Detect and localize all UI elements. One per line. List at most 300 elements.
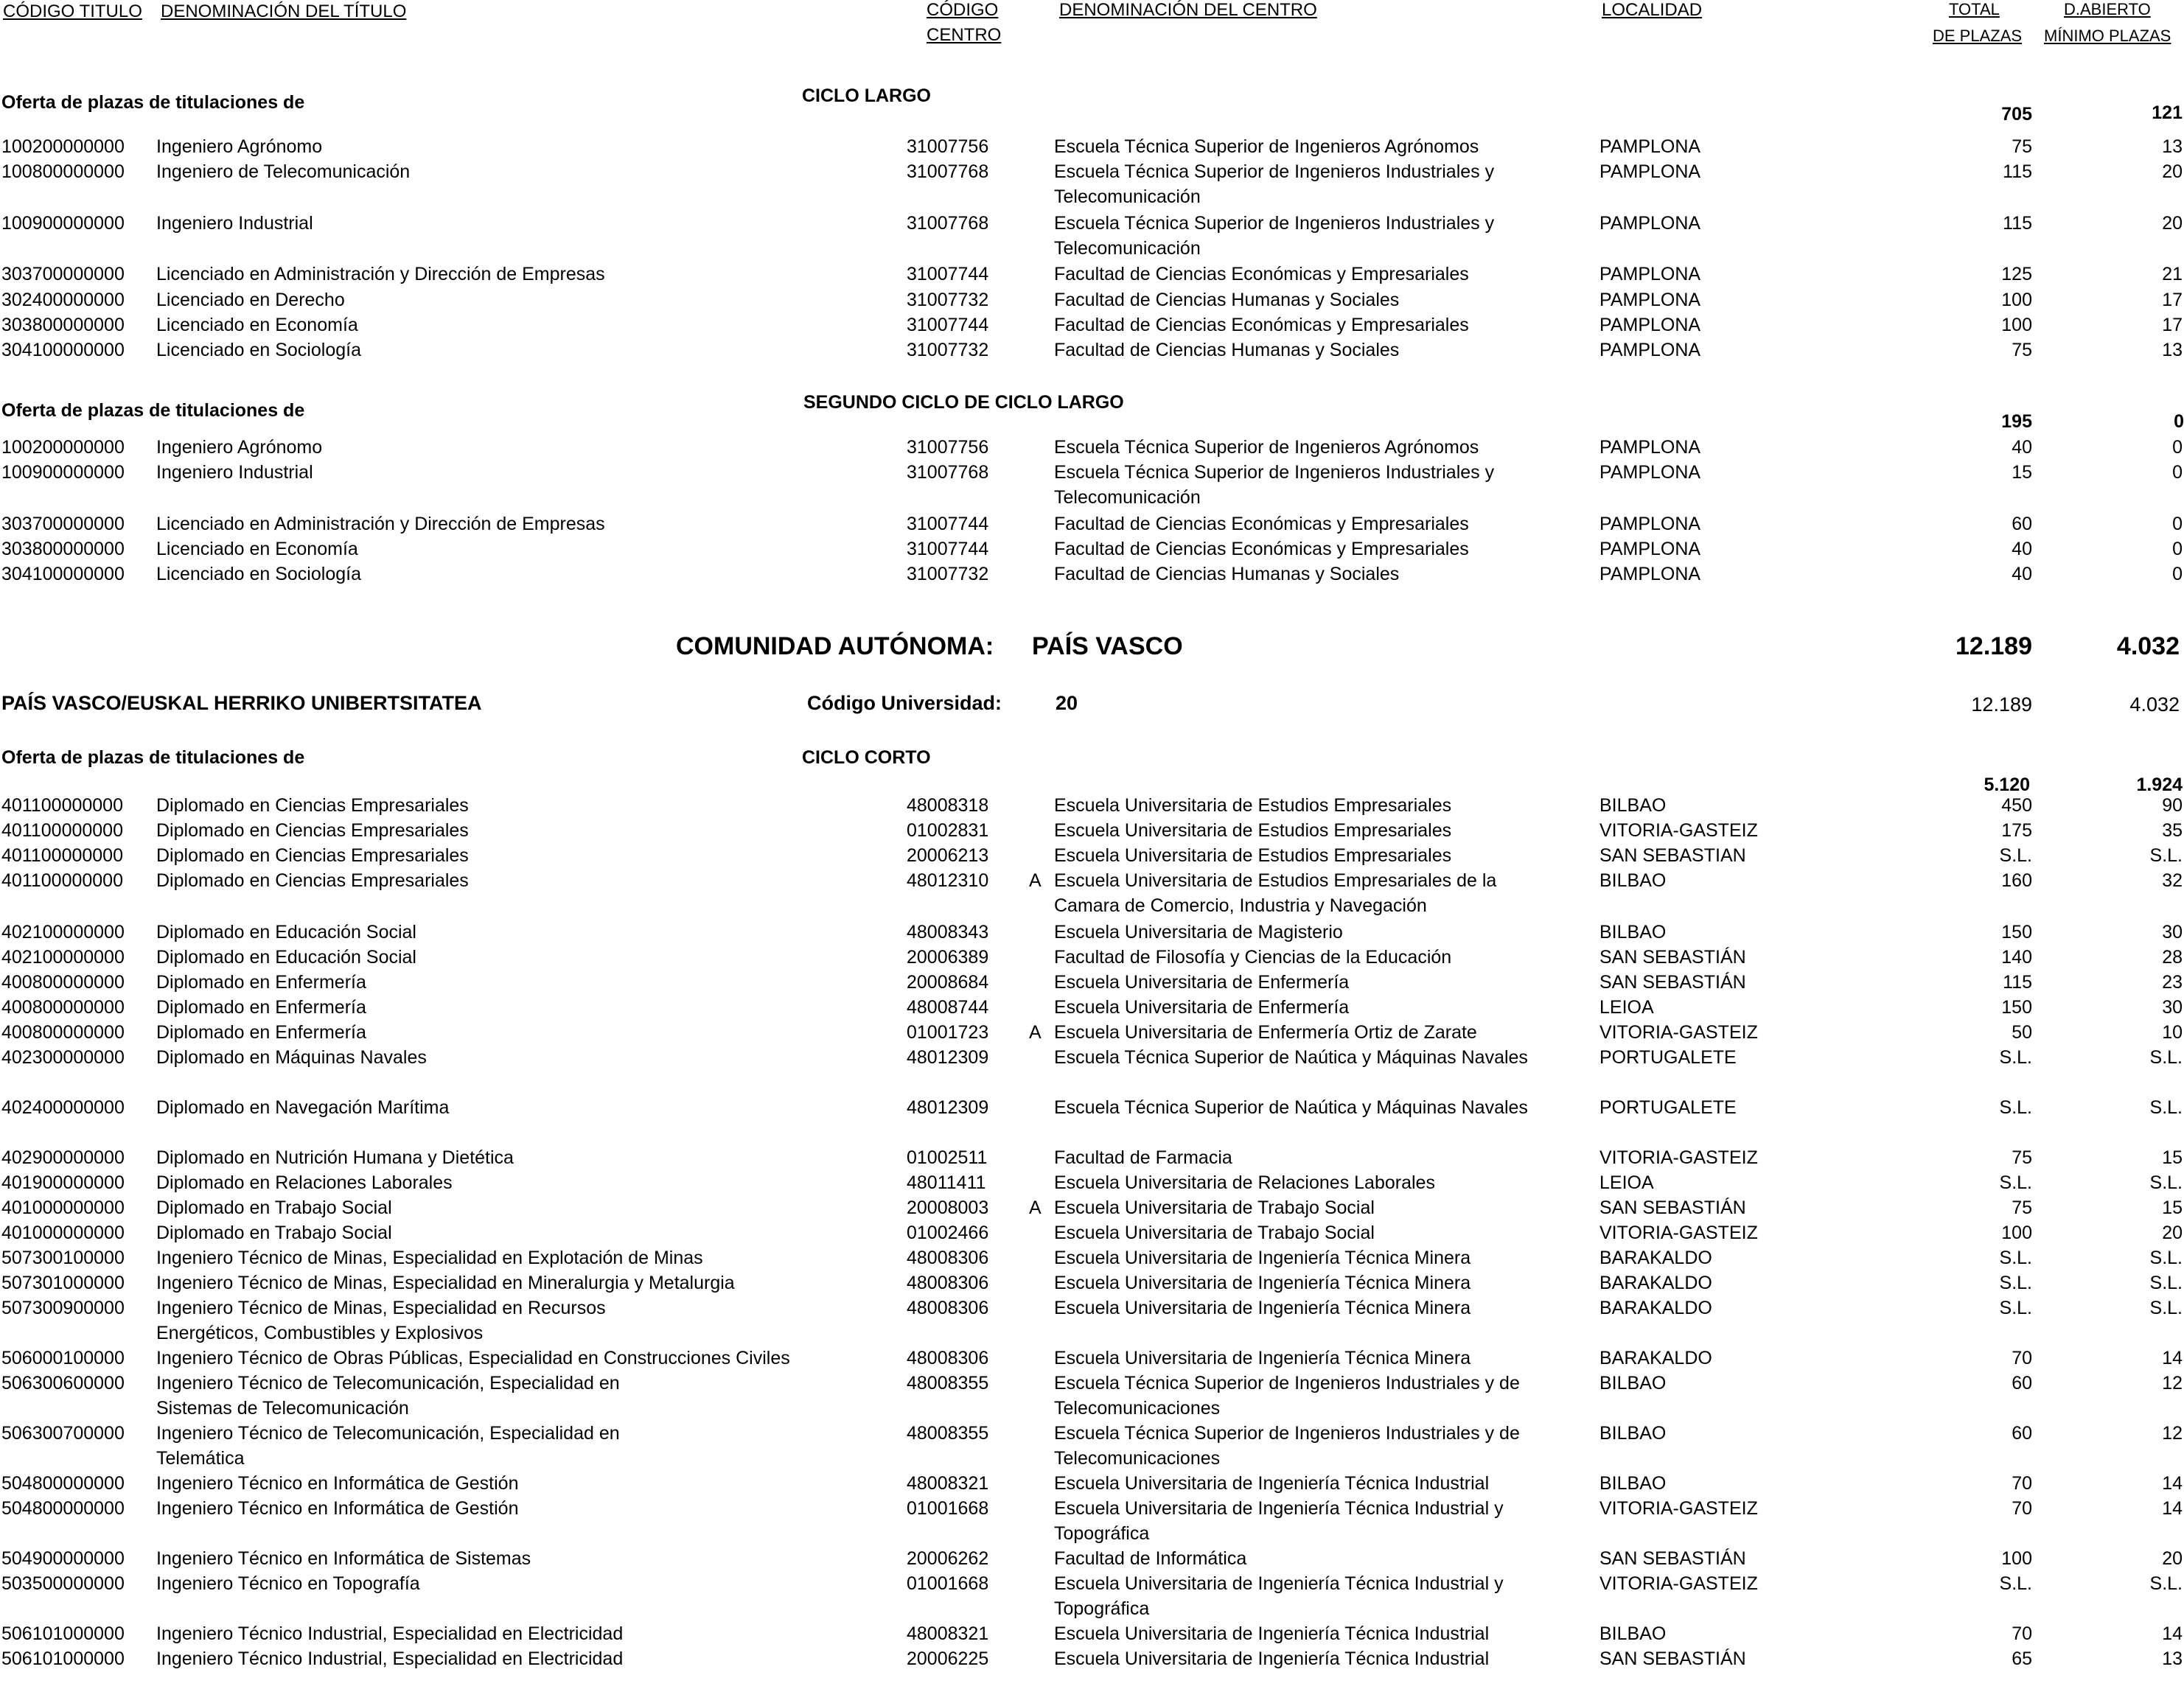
row-center-code: 48008321: [907, 1623, 989, 1644]
row-minimo: 14: [2162, 1473, 2183, 1494]
row-code: 401100000000: [1, 845, 123, 866]
row-title: Ingeniero de Telecomunicación: [156, 161, 411, 182]
row-minimo: 12: [2162, 1423, 2183, 1444]
row-center-code: 31007732: [907, 290, 989, 310]
row-minimo: 0: [2172, 437, 2183, 458]
row-locality: VITORIA-GASTEIZ: [1599, 1022, 1758, 1043]
row-code: 402900000000: [1, 1147, 125, 1168]
row-minimo: 0: [2172, 462, 2183, 483]
row-code: 100800000000: [1, 161, 125, 182]
header-denominacion-titulo: DENOMINACIÓN DEL TÍTULO: [161, 1, 407, 21]
row-minimo: S.L.: [2149, 1248, 2183, 1268]
row-total: 70: [2012, 1498, 2032, 1519]
row-total: 40: [2012, 539, 2032, 559]
row-title: Ingeniero Técnico en Informática de Sistemas: [156, 1548, 531, 1569]
row-total: 75: [2012, 136, 2032, 157]
row-code: 506300600000: [1, 1373, 125, 1393]
row-minimo: S.L.: [2149, 1273, 2183, 1293]
row-center-name: Escuela Técnica Superior de Ingenieros Industriales y: [1054, 161, 1495, 182]
row-title: Licenciado en Economía: [156, 539, 358, 559]
section-minimo: 0: [2174, 411, 2184, 432]
row-total: S.L.: [1999, 1273, 2032, 1293]
row-minimo: 20: [2162, 1223, 2183, 1243]
row-code: 507300900000: [1, 1298, 125, 1318]
row-locality: PORTUGALETE: [1599, 1047, 1737, 1068]
row-title: Ingeniero Técnico en Informática de Gestión: [156, 1473, 519, 1494]
row-center-name: Telecomunicación: [1054, 238, 1201, 259]
row-center-name: Telecomunicaciones: [1054, 1448, 1221, 1469]
row-locality: BILBAO: [1599, 870, 1667, 891]
row-center-name: Escuela Técnica Superior de Naútica y Máquinas Navales: [1054, 1097, 1528, 1118]
row-center-code: 01001668: [907, 1498, 989, 1519]
row-title: Licenciado en Economía: [156, 315, 358, 335]
row-total: 140: [2001, 947, 2032, 968]
row-total: 150: [2001, 997, 2032, 1018]
row-minimo: 30: [2162, 922, 2183, 943]
row-title: Ingeniero Técnico Industrial, Especialidad en Electricidad: [156, 1648, 624, 1669]
row-center-code: 48012310: [907, 870, 989, 891]
row-center-name: Escuela Universitaria de Ingeniería Técnica Minera: [1054, 1273, 1471, 1293]
row-minimo: 15: [2162, 1147, 2183, 1168]
row-code: 402300000000: [1, 1047, 125, 1068]
row-code: 401000000000: [1, 1223, 125, 1243]
row-locality: PAMPLONA: [1599, 437, 1701, 458]
row-title: Ingeniero Industrial: [156, 462, 313, 483]
row-center-code: 48008306: [907, 1248, 989, 1268]
row-center-name: Camara de Comercio, Industria y Navegación: [1054, 895, 1427, 916]
row-title: Diplomado en Educación Social: [156, 922, 416, 943]
row-total: S.L.: [1999, 1573, 2032, 1594]
row-minimo: 20: [2162, 161, 2183, 182]
row-center-name: Escuela Universitaria de Estudios Empresariales: [1054, 845, 1452, 866]
row-code: 304100000000: [1, 564, 125, 584]
row-center-code: 31007744: [907, 539, 989, 559]
row-title: Ingeniero Industrial: [156, 213, 313, 234]
row-locality: BARAKALDO: [1599, 1298, 1712, 1318]
row-title: Ingeniero Técnico de Minas, Especialidad en Mineralurgia y Metalurgia: [156, 1273, 735, 1293]
row-minimo: S.L.: [2149, 1097, 2183, 1118]
row-center-name: Escuela Técnica Superior de Ingenieros Agrónomos: [1054, 136, 1479, 157]
row-center-name: Telecomunicaciones: [1054, 1398, 1221, 1419]
row-center-code: 20006225: [907, 1648, 989, 1669]
row-locality: PAMPLONA: [1599, 539, 1701, 559]
row-total: S.L.: [1999, 1172, 2032, 1193]
row-code: 504800000000: [1, 1498, 125, 1519]
row-center-code: 31007756: [907, 136, 989, 157]
row-center-name: Escuela Técnica Superior de Ingenieros Industriales y: [1054, 213, 1495, 234]
row-code: 402100000000: [1, 947, 125, 968]
row-flag: A: [1029, 1022, 1042, 1043]
header-d-abierto: D.ABIERTO: [2064, 0, 2151, 18]
row-minimo: S.L.: [2149, 1298, 2183, 1318]
row-locality: PORTUGALETE: [1599, 1097, 1737, 1118]
row-code: 506101000000: [1, 1623, 125, 1644]
row-total: S.L.: [1999, 1248, 2032, 1268]
university-code: 20: [1056, 692, 1078, 714]
row-center-code: 48008306: [907, 1298, 989, 1318]
row-locality: BILBAO: [1599, 1373, 1667, 1393]
row-locality: LEIOA: [1599, 997, 1654, 1018]
section-label: Oferta de plazas de titulaciones de: [1, 747, 305, 768]
row-total: 70: [2012, 1473, 2032, 1494]
header-localidad: LOCALIDAD: [1602, 0, 1703, 20]
row-title: Licenciado en Administración y Dirección de Empresas: [156, 514, 605, 534]
row-code: 400800000000: [1, 1022, 125, 1043]
row-total: 60: [2012, 1373, 2032, 1393]
row-minimo: 35: [2162, 820, 2183, 841]
row-code: 100900000000: [1, 462, 125, 483]
row-minimo: 20: [2162, 1548, 2183, 1569]
row-minimo: 0: [2172, 564, 2183, 584]
row-center-name: Escuela Universitaria de Enfermería Ortiz de Zarate: [1054, 1022, 1477, 1043]
row-title: Telemática: [156, 1448, 245, 1469]
row-code: 401100000000: [1, 820, 123, 841]
row-center-code: 01002466: [907, 1223, 989, 1243]
row-title: Ingeniero Técnico de Minas, Especialidad en Explotación de Minas: [156, 1248, 703, 1268]
row-title: Diplomado en Nutrición Humana y Dietética: [156, 1147, 514, 1168]
row-total: 75: [2012, 340, 2032, 360]
row-locality: BARAKALDO: [1599, 1248, 1712, 1268]
row-center-name: Telecomunicación: [1054, 487, 1201, 508]
row-center-code: 48008355: [907, 1373, 989, 1393]
row-title: Diplomado en Ciencias Empresariales: [156, 845, 469, 866]
row-code: 401100000000: [1, 795, 123, 816]
row-code: 401000000000: [1, 1197, 125, 1218]
section-total: 705: [2001, 104, 2032, 125]
row-center-name: Facultad de Ciencias Económicas y Empresariales: [1054, 514, 1469, 534]
section-cycle: SEGUNDO CICLO DE CICLO LARGO: [803, 392, 1124, 413]
row-locality: BARAKALDO: [1599, 1348, 1712, 1368]
row-total: 100: [2001, 315, 2032, 335]
row-center-code: 48008306: [907, 1273, 989, 1293]
row-minimo: 28: [2162, 947, 2183, 968]
row-center-name: Escuela Universitaria de Ingeniería Técnica Industrial: [1054, 1648, 1490, 1669]
row-code: 506101000000: [1, 1648, 125, 1669]
row-title: Diplomado en Educación Social: [156, 947, 416, 968]
row-locality: PAMPLONA: [1599, 514, 1701, 534]
community-total: 12.189: [1956, 632, 2032, 660]
row-minimo: 23: [2162, 972, 2183, 993]
row-title: Diplomado en Enfermería: [156, 972, 366, 993]
row-locality: BARAKALDO: [1599, 1273, 1712, 1293]
header-d-abierto-line2: MÍNIMO PLAZAS: [2044, 27, 2171, 45]
community-name: PAÍS VASCO: [1032, 632, 1183, 660]
row-total: 60: [2012, 1423, 2032, 1444]
row-center-code: 48012309: [907, 1097, 989, 1118]
row-total: 150: [2001, 922, 2032, 943]
row-locality: SAN SEBASTIÁN: [1599, 947, 1746, 968]
row-minimo: 32: [2162, 870, 2183, 891]
row-minimo: 90: [2162, 795, 2183, 816]
row-center-code: 31007732: [907, 564, 989, 584]
row-locality: PAMPLONA: [1599, 290, 1701, 310]
row-center-name: Escuela Universitaria de Enfermería: [1054, 972, 1350, 993]
row-center-name: Facultad de Informática: [1054, 1548, 1247, 1569]
row-center-name: Escuela Universitaria de Trabajo Social: [1054, 1223, 1375, 1243]
row-total: S.L.: [1999, 845, 2032, 866]
row-title: Licenciado en Administración y Dirección de Empresas: [156, 264, 605, 284]
row-locality: PAMPLONA: [1599, 213, 1701, 234]
row-total: S.L.: [1999, 1298, 2032, 1318]
header-total: TOTAL: [1949, 0, 2000, 18]
row-code: 506300700000: [1, 1423, 125, 1444]
row-title: Diplomado en Relaciones Laborales: [156, 1172, 453, 1193]
row-minimo: 30: [2162, 997, 2183, 1018]
row-minimo: 0: [2172, 539, 2183, 559]
row-center-code: 01001668: [907, 1573, 989, 1594]
row-code: 400800000000: [1, 972, 125, 993]
university-total: 12.189: [1971, 693, 2032, 716]
row-total: S.L.: [1999, 1047, 2032, 1068]
row-minimo: 14: [2162, 1623, 2183, 1644]
row-center-code: 31007768: [907, 462, 989, 483]
row-center-code: 31007768: [907, 213, 989, 234]
row-center-code: 31007768: [907, 161, 989, 182]
row-center-name: Escuela Técnica Superior de Ingenieros Industriales y: [1054, 462, 1495, 483]
row-code: 504800000000: [1, 1473, 125, 1494]
row-center-code: 48008306: [907, 1348, 989, 1368]
row-center-code: 48008744: [907, 997, 989, 1018]
row-total: 70: [2012, 1348, 2032, 1368]
row-title: Diplomado en Ciencias Empresariales: [156, 870, 469, 891]
row-center-name: Escuela Universitaria de Ingeniería Técnica Industrial y: [1054, 1573, 1504, 1594]
row-locality: PAMPLONA: [1599, 136, 1701, 157]
row-total: 15: [2012, 462, 2032, 483]
row-code: 303800000000: [1, 539, 125, 559]
row-minimo: 21: [2162, 264, 2183, 284]
row-minimo: S.L.: [2149, 1573, 2183, 1594]
row-minimo: 17: [2162, 290, 2183, 310]
section-minimo: 121: [2152, 102, 2183, 123]
row-code: 100200000000: [1, 136, 125, 157]
row-center-name: Facultad de Ciencias Económicas y Empresariales: [1054, 315, 1469, 335]
row-minimo: S.L.: [2149, 845, 2183, 866]
row-center-name: Escuela Universitaria de Trabajo Social: [1054, 1197, 1375, 1218]
row-total: 40: [2012, 437, 2032, 458]
row-title: Ingeniero Técnico de Minas, Especialidad en Recursos: [156, 1298, 606, 1318]
row-center-name: Escuela Técnica Superior de Naútica y Máquinas Navales: [1054, 1047, 1528, 1068]
row-total: 100: [2001, 1223, 2032, 1243]
row-minimo: 0: [2172, 514, 2183, 534]
row-locality: VITORIA-GASTEIZ: [1599, 1573, 1758, 1594]
section-label: Oferta de plazas de titulaciones de: [1, 400, 305, 421]
row-center-code: 31007744: [907, 514, 989, 534]
section-cycle: CICLO LARGO: [802, 85, 931, 106]
row-code: 400800000000: [1, 997, 125, 1018]
row-center-name: Facultad de Filosofía y Ciencias de la Educación: [1054, 947, 1452, 968]
row-center-name: Escuela Universitaria de Ingeniería Técnica Industrial: [1054, 1623, 1490, 1644]
row-total: 125: [2001, 264, 2032, 284]
row-total: 100: [2001, 1548, 2032, 1569]
row-center-code: 20008684: [907, 972, 989, 993]
row-center-name: Escuela Universitaria de Ingeniería Técnica Minera: [1054, 1348, 1471, 1368]
row-code: 503500000000: [1, 1573, 125, 1594]
row-title: Ingeniero Agrónomo: [156, 437, 323, 458]
row-center-code: 01002511: [907, 1147, 988, 1168]
row-total: 70: [2012, 1623, 2032, 1644]
row-center-code: 20008003: [907, 1197, 989, 1218]
section-label: Oferta de plazas de titulaciones de: [1, 92, 305, 113]
row-flag: A: [1029, 1197, 1042, 1218]
row-title: Ingeniero Técnico de Telecomunicación, Especialidad en: [156, 1423, 620, 1444]
row-total: 40: [2012, 564, 2032, 584]
row-title: Ingeniero Técnico de Telecomunicación, Especialidad en: [156, 1373, 620, 1393]
row-minimo: 12: [2162, 1373, 2183, 1393]
row-code: 506000100000: [1, 1348, 125, 1368]
row-center-name: Facultad de Ciencias Económicas y Empresariales: [1054, 264, 1469, 284]
row-title: Ingeniero Agrónomo: [156, 136, 323, 157]
row-locality: BILBAO: [1599, 1473, 1667, 1494]
row-total: S.L.: [1999, 1097, 2032, 1118]
row-code: 100200000000: [1, 437, 125, 458]
row-title: Diplomado en Enfermería: [156, 1022, 366, 1043]
row-title: Licenciado en Sociología: [156, 340, 361, 360]
row-center-name: Telecomunicación: [1054, 186, 1201, 207]
row-locality: VITORIA-GASTEIZ: [1599, 1223, 1758, 1243]
row-center-name: Escuela Universitaria de Estudios Empresariales: [1054, 820, 1452, 841]
university-code-label: Código Universidad:: [807, 692, 1002, 714]
row-total: 75: [2012, 1197, 2032, 1218]
row-center-name: Escuela Universitaria de Estudios Empresariales de la: [1054, 870, 1497, 891]
row-locality: PAMPLONA: [1599, 462, 1701, 483]
header-codigo-centro-line2: CENTRO: [927, 25, 1002, 45]
row-total: 115: [2003, 213, 2032, 234]
row-center-code: 31007744: [907, 315, 989, 335]
row-center-name: Escuela Universitaria de Magisterio: [1054, 922, 1343, 943]
row-total: 100: [2001, 290, 2032, 310]
row-locality: SAN SEBASTIÁN: [1599, 1548, 1746, 1569]
row-minimo: 17: [2162, 315, 2183, 335]
row-code: 402100000000: [1, 922, 125, 943]
row-code: 304100000000: [1, 340, 125, 360]
row-title: Ingeniero Técnico Industrial, Especialidad en Electricidad: [156, 1623, 624, 1644]
row-minimo: 20: [2162, 213, 2183, 234]
section-total: 195: [2001, 411, 2032, 432]
row-code: 303700000000: [1, 264, 125, 284]
row-center-name: Escuela Universitaria de Estudios Empresariales: [1054, 795, 1452, 816]
row-code: 507301000000: [1, 1273, 125, 1293]
row-total: 65: [2012, 1648, 2032, 1669]
row-total: 75: [2012, 1147, 2032, 1168]
university-minimo: 4.032: [2129, 693, 2180, 716]
row-minimo: 13: [2162, 1648, 2183, 1669]
row-total: 60: [2012, 514, 2032, 534]
row-code: 507300100000: [1, 1248, 125, 1268]
row-minimo: 14: [2162, 1498, 2183, 1519]
row-center-code: 20006389: [907, 947, 989, 968]
row-title: Diplomado en Enfermería: [156, 997, 366, 1018]
row-title: Ingeniero Técnico en Topografía: [156, 1573, 420, 1594]
row-code: 401100000000: [1, 870, 123, 891]
row-flag: A: [1029, 870, 1042, 891]
row-center-name: Escuela Universitaria de Ingeniería Técnica Industrial y: [1054, 1498, 1504, 1519]
row-title: Ingeniero Técnico en Informática de Gestión: [156, 1498, 519, 1519]
row-center-code: 48008318: [907, 795, 989, 816]
row-locality: BILBAO: [1599, 795, 1667, 816]
row-code: 302400000000: [1, 290, 125, 310]
row-code: 100900000000: [1, 213, 125, 234]
row-minimo: 13: [2162, 136, 2183, 157]
row-center-name: Topográfica: [1054, 1598, 1150, 1619]
community-minimo: 4.032: [2116, 632, 2180, 660]
row-minimo: 13: [2162, 340, 2183, 360]
row-center-code: 31007756: [907, 437, 989, 458]
row-total: 450: [2001, 795, 2032, 816]
row-center-name: Facultad de Ciencias Humanas y Sociales: [1054, 290, 1400, 310]
row-center-code: 48011411: [907, 1172, 986, 1193]
row-locality: BILBAO: [1599, 922, 1667, 943]
row-center-code: 48008355: [907, 1423, 989, 1444]
university-name: PAÍS VASCO/EUSKAL HERRIKO UNIBERTSITATEA: [1, 692, 482, 714]
row-title: Energéticos, Combustibles y Explosivos: [156, 1323, 484, 1343]
row-locality: VITORIA-GASTEIZ: [1599, 1498, 1758, 1519]
row-center-code: 01002831: [907, 820, 989, 841]
row-locality: PAMPLONA: [1599, 264, 1701, 284]
row-center-code: 48008343: [907, 922, 989, 943]
row-locality: PAMPLONA: [1599, 315, 1701, 335]
row-center-code: 01001723: [907, 1022, 989, 1043]
row-center-code: 31007732: [907, 340, 989, 360]
header-codigo-centro: CÓDIGO: [927, 0, 999, 20]
row-title: Diplomado en Trabajo Social: [156, 1197, 392, 1218]
row-code: 303700000000: [1, 514, 125, 534]
community-label: COMUNIDAD AUTÓNOMA:: [676, 632, 994, 660]
row-center-code: 31007744: [907, 264, 989, 284]
row-minimo: S.L.: [2149, 1172, 2183, 1193]
row-total: 115: [2003, 161, 2032, 182]
row-center-name: Escuela Universitaria de Ingeniería Técnica Minera: [1054, 1298, 1471, 1318]
row-locality: SAN SEBASTIÁN: [1599, 1648, 1746, 1669]
row-total: 175: [2001, 820, 2032, 841]
section-minimo: 1.924: [2136, 774, 2183, 795]
row-center-name: Escuela Técnica Superior de Ingenieros Agrónomos: [1054, 437, 1479, 458]
header-denominacion-centro: DENOMINACIÓN DEL CENTRO: [1059, 0, 1317, 20]
row-center-code: 20006262: [907, 1548, 989, 1569]
row-center-name: Escuela Universitaria de Relaciones Laborales: [1054, 1172, 1435, 1193]
row-center-name: Facultad de Ciencias Humanas y Sociales: [1054, 340, 1400, 360]
row-center-name: Facultad de Ciencias Económicas y Empresariales: [1054, 539, 1469, 559]
row-center-code: 48008321: [907, 1473, 989, 1494]
section-total: 5.120: [1984, 774, 2030, 795]
row-minimo: 14: [2162, 1348, 2183, 1368]
section-cycle: CICLO CORTO: [802, 747, 931, 768]
row-locality: BILBAO: [1599, 1623, 1667, 1644]
row-locality: PAMPLONA: [1599, 340, 1701, 360]
row-title: Licenciado en Sociología: [156, 564, 361, 584]
row-code: 303800000000: [1, 315, 125, 335]
row-center-code: 48012309: [907, 1047, 989, 1068]
row-locality: PAMPLONA: [1599, 161, 1701, 182]
row-locality: SAN SEBASTIAN: [1599, 845, 1746, 866]
row-title: Licenciado en Derecho: [156, 290, 345, 310]
row-total: 160: [2001, 870, 2032, 891]
row-center-name: Escuela Universitaria de Ingeniería Técnica Minera: [1054, 1248, 1471, 1268]
row-center-name: Escuela Universitaria de Enfermería: [1054, 997, 1350, 1018]
header-codigo-titulo: CÓDIGO TITULO: [3, 1, 142, 21]
row-center-name: Topográfica: [1054, 1523, 1150, 1544]
row-locality: VITORIA-GASTEIZ: [1599, 820, 1758, 841]
row-center-code: 20006213: [907, 845, 989, 866]
header-total-line2: DE PLAZAS: [1933, 27, 2023, 45]
row-total: 115: [2003, 972, 2032, 993]
row-title: Ingeniero Técnico de Obras Públicas, Especialidad en Construcciones Civiles: [156, 1348, 790, 1368]
row-title: Sistemas de Telecomunicación: [156, 1398, 409, 1419]
row-locality: LEIOA: [1599, 1172, 1654, 1193]
row-locality: PAMPLONA: [1599, 564, 1701, 584]
row-title: Diplomado en Ciencias Empresariales: [156, 820, 469, 841]
row-center-name: Escuela Universitaria de Ingeniería Técnica Industrial: [1054, 1473, 1490, 1494]
row-minimo: 10: [2162, 1022, 2183, 1043]
